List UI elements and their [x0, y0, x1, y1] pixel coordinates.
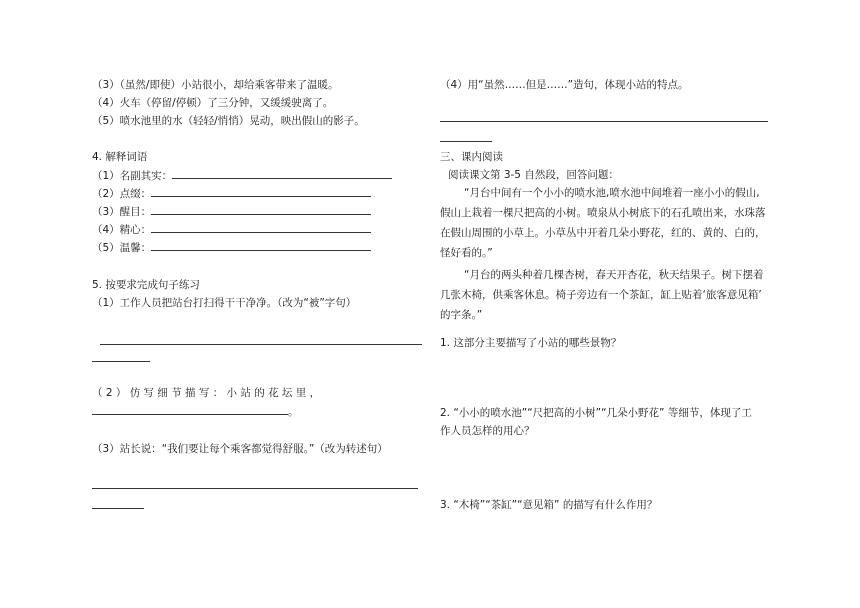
- q4-item-2-blank[interactable]: [151, 184, 371, 197]
- passage-1-line-1: “月台中间有一个小小的喷水池,喷水池中间堆着一座小小的假山,: [464, 187, 760, 199]
- q4-item-1: [92, 166, 392, 185]
- q5-1-prompt: （1）工作人员把站台打扫得干干净净。（改为“被”字句）: [92, 297, 357, 309]
- q4-item-1-label: （1）名副其实：: [92, 170, 173, 182]
- passage-1-line-4: 怪好看的。”: [440, 247, 493, 259]
- q4-item-5-blank[interactable]: [151, 238, 371, 251]
- passage-2-line-2: 几张木椅，供乘客休息。椅子旁边有一个茶缸，缸上贴着‘旅客意见箱’: [440, 289, 762, 301]
- reading-question-2-line-2: 作人员怎样的用心？: [440, 425, 535, 437]
- q3-item-5: （5）喷水池里的水（轻轻/悄悄）晃动，映出假山的影子。: [92, 115, 365, 127]
- passage-2-line-1: “月台的两头种着几棵杏树，春天开杏花，秋天结果子。树下摆着: [464, 269, 764, 281]
- reading-question-3: 3. “木椅”“茶缸”“意见箱” 的描写有什么作用？: [440, 499, 658, 511]
- section-title: 三、课内阅读: [440, 151, 503, 163]
- reading-instruction: 阅读课文第 3-5 自然段，回答问题：: [448, 169, 619, 181]
- q3-item-3: （3）（虽然/即使）小站很小，却给乘客带来了温暖。: [92, 79, 339, 91]
- q5-4-answer-line-1[interactable]: [440, 121, 768, 122]
- q5-4-prompt: （4）用“虽然……但是……”造句，体现小站的特点。: [440, 79, 689, 91]
- q4-title: 4. 解释词语: [92, 151, 148, 163]
- q4-item-2: [92, 184, 371, 203]
- q4-item-3-blank[interactable]: [151, 202, 371, 215]
- q4-item-2-label: （2）点缀：: [92, 188, 152, 200]
- q5-1-answer-line-1[interactable]: [100, 344, 422, 345]
- q4-item-4: [92, 220, 371, 239]
- q5-2-answer-row: [92, 402, 299, 421]
- q5-2-period: 。: [288, 406, 299, 418]
- q5-3-answer-line-1[interactable]: [92, 488, 418, 489]
- reading-question-1: 1. 这部分主要描写了小站的哪些景物？: [440, 337, 622, 349]
- q4-item-3: [92, 202, 371, 221]
- passage-2-line-3: 的字条。”: [440, 309, 483, 321]
- q4-item-4-label: （4）精心：: [92, 224, 152, 236]
- passage-1-line-2: 假山上栽着一棵尺把高的小树。喷泉从小树底下的石孔喷出来，水珠落: [440, 207, 766, 219]
- q4-item-1-blank[interactable]: [172, 166, 392, 179]
- reading-question-2-line-1: 2. “小小的喷水池”“尺把高的小树”“几朵小野花” 等细节，体现了工: [440, 407, 752, 419]
- q5-4-answer-line-2[interactable]: [440, 141, 492, 142]
- q5-2-blank[interactable]: [92, 402, 288, 415]
- q5-1-answer-line-2[interactable]: [92, 361, 150, 362]
- q3-item-4: （4）火车（停留/停顿）了三分钟，又缓缓驶离了。: [92, 97, 334, 109]
- q4-item-3-label: （3）醒目：: [92, 206, 152, 218]
- q5-title: 5. 按要求完成句子练习: [92, 279, 200, 291]
- passage-1-line-3: 在假山周围的小草上。小草丛中开着几朵小野花，红的、黄的、白的，: [440, 227, 766, 239]
- q4-item-4-blank[interactable]: [151, 220, 371, 233]
- q4-item-5-label: （5）温馨：: [92, 242, 152, 254]
- q5-3-answer-line-2[interactable]: [92, 508, 144, 509]
- q4-item-5: [92, 238, 371, 257]
- q5-3-prompt: （3）站长说：“我们要让每个乘客都觉得舒服。”（改为转述句）: [92, 443, 388, 455]
- q5-2-prompt: （ 2 ） 仿 写 细 节 描 写 ： 小 站 的 花 坛 里 ，: [92, 387, 321, 399]
